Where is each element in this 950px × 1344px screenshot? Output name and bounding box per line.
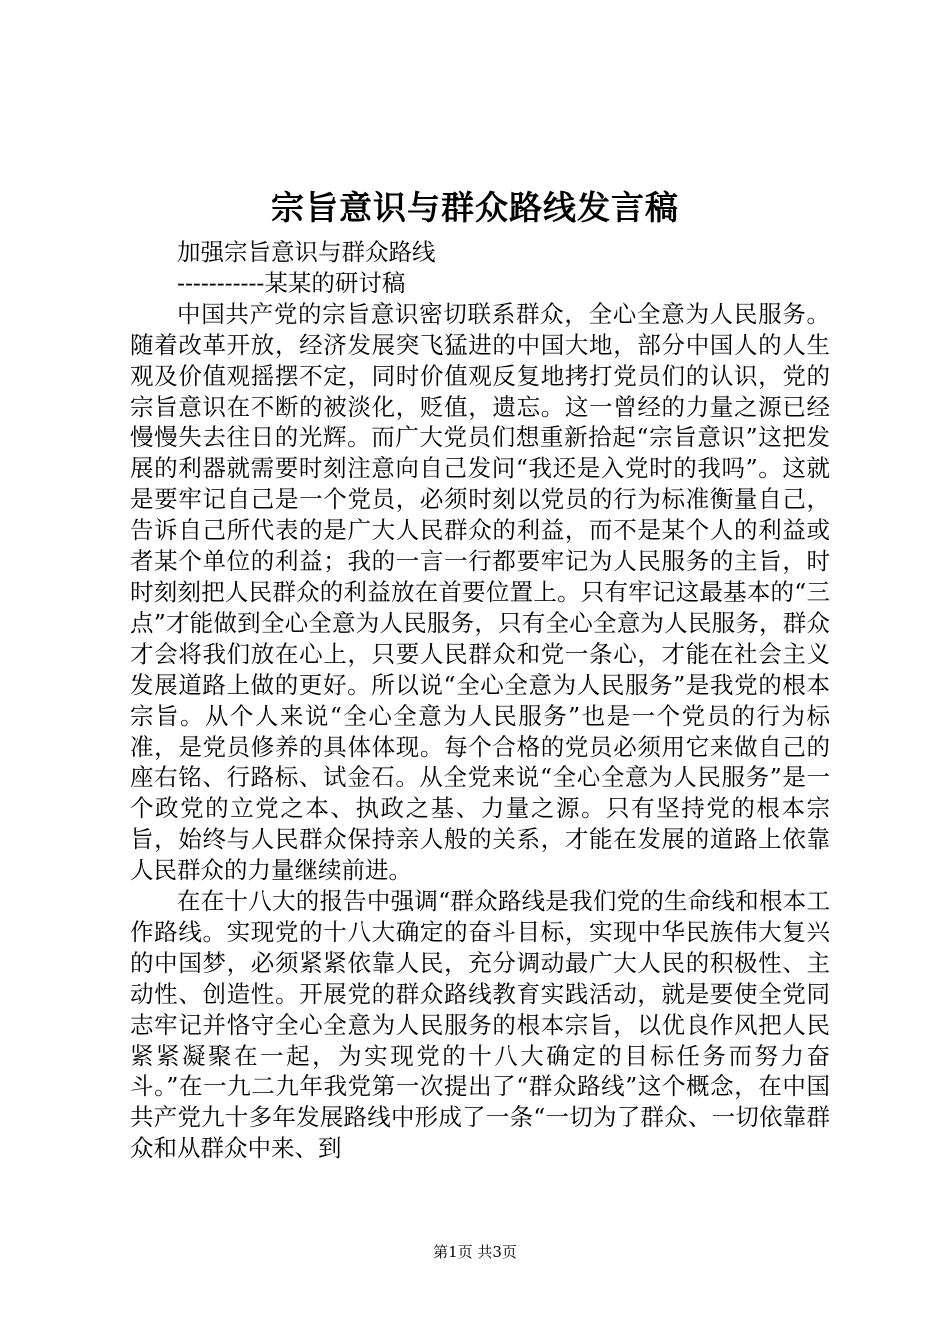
page-number-footer: 第1页 共3页 [433, 1243, 517, 1261]
document-body [130, 237, 830, 1164]
paragraph-1: 中国共产党的宗旨意识密切联系群众，全心全意为人民服务。随着改革开放，经济发展突飞猛进的中国大地，部分中国人的人生观及价值观摇摆不定，同时价值观反复地拷打党员们的认识，党的宗旨意识在不断的被淡化，贬值，遗忘。这一曾经的力量之源已经慢慢失去往日的光辉。而广大党员们想重新拾起“宗旨意识”这把发展的利器就需要时刻注意向自己发问“我还是入党时的我吗”。这就是要牢记自己是一个党员，必须时刻以党员的行为标准衡量自己，告诉自己所代表的是广大人民群众的利益，而不是某个人的利益或者某个单位的利益；我的一言一行都要牢记为人民服务的主旨，时时刻刻把人民群众的利益放在首要位置上。只有牢记这最基本的“三点”才能做到全心全意为人民服务，只有全心全意为人民服务，群众才会将我们放在心上，只要人民群众和党一条心，才能在社会主义发展道路上做的更好。所以说“全心全意为人民服务”是我党的根本宗旨。从个人来说“全心全意为人民服务”也是一个党员的行为标准，是党员修养的具体体现。每个合格的党员必须用它来做自己的座右铭、行路标、试金石。从全党来说“全心全意为人民服务”是一个政党的立党之本、执政之基、力量之源。只有坚持党的根本宗旨，始终与人民群众保持亲人般的关系，才能在发展的道路上依靠人民群众的力量继续前进。 [130, 299, 830, 885]
author-line: -----------某某的研讨稿 [177, 268, 406, 297]
subtitle-line: 加强宗旨意识与群众路线 [177, 238, 436, 266]
document-title: 宗旨意识与群众路线发言稿 [271, 188, 679, 227]
paragraph-2: 在在十八大的报告中强调“群众路线是我们党的生命线和根本工作路线。实现党的十八大确定的奋斗目标，实现中华民族伟大复兴的中国梦，必须紧紧依靠人民，充分调动最广大人民的积极性、主动性、创造性。开展党的群众路线教育实践活动，就是要使全党同志牢记并恪守全心全意为人民服务的根本宗旨，以优良作风把人民紧紧凝聚在一起，为实现党的十八大确定的目标任务而努力奋斗。”在一九二九年我党第一次提出了“群众路线”这个概念，在中国共产党九十多年发展路线中形成了一条“一切为了群众、一切依靠群众和从群众中来、到 [130, 887, 830, 1163]
